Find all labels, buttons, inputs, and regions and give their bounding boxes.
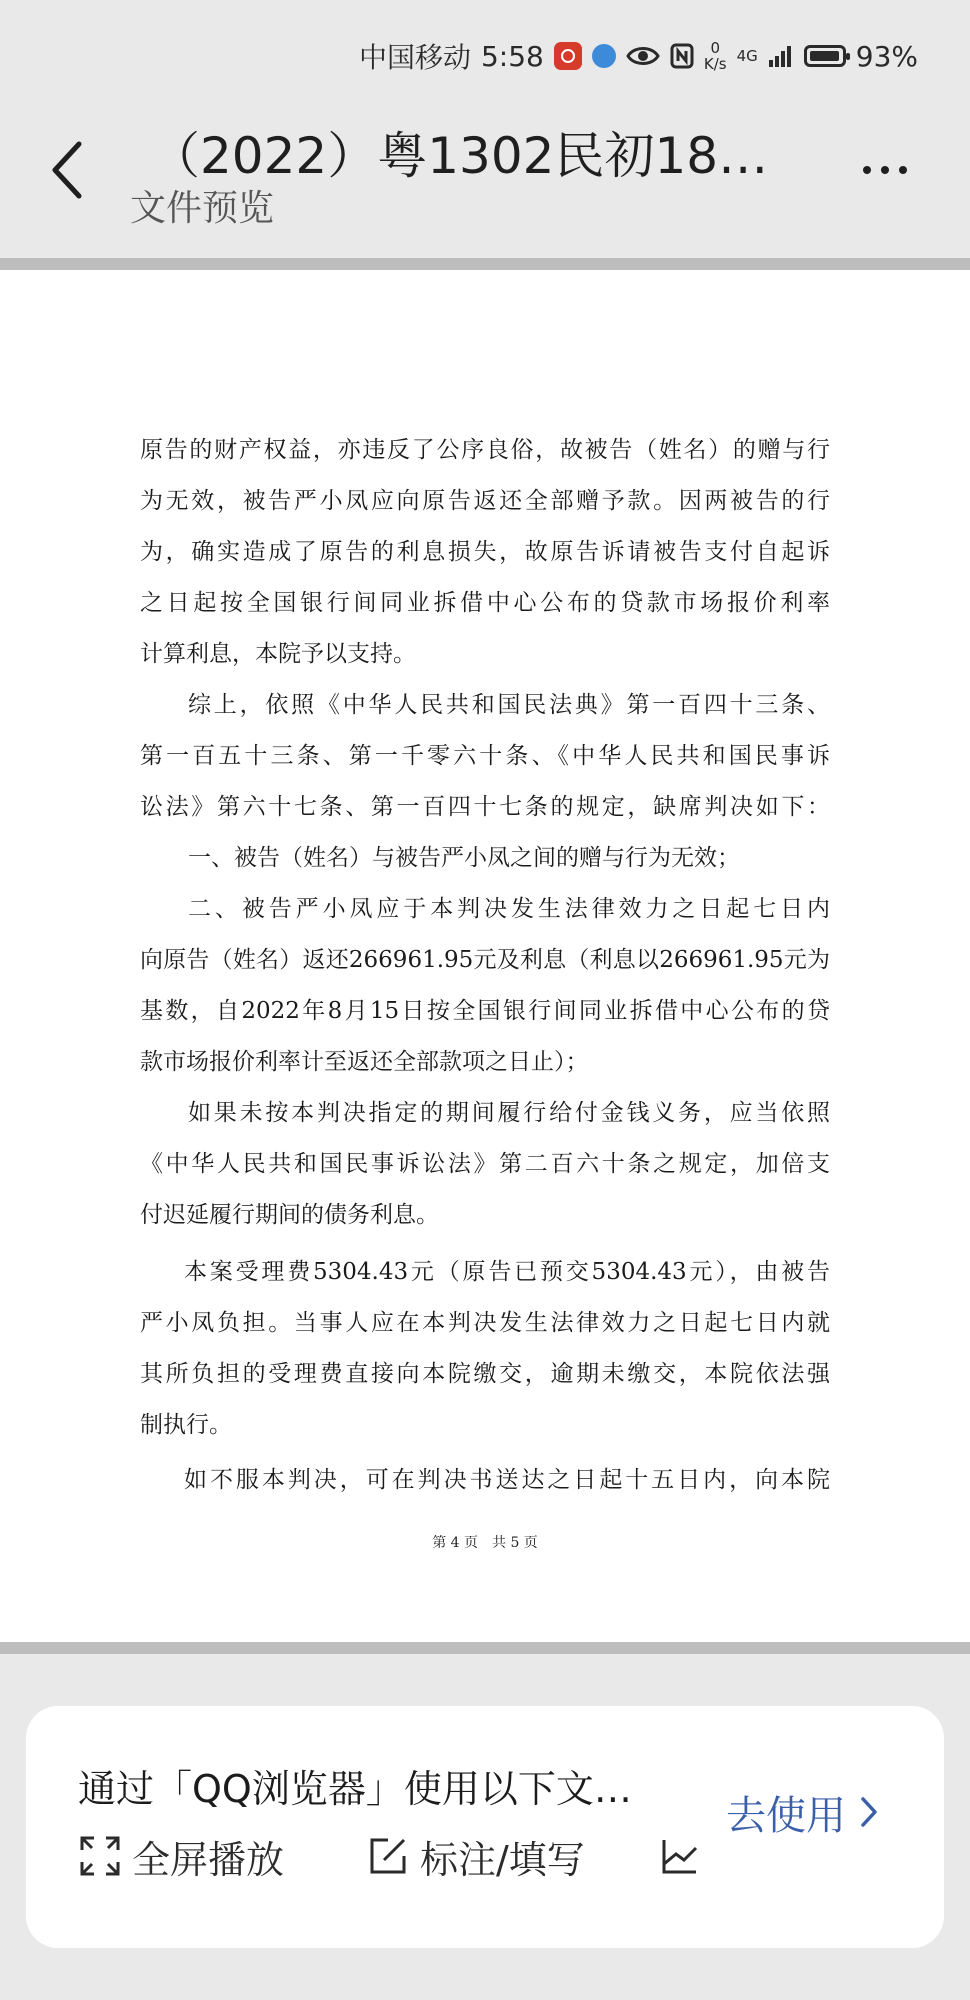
chart-action[interactable] — [660, 1826, 710, 1886]
document-title: （2022）粤1302民初18… — [150, 127, 769, 185]
doc-line: 二、被告严小凤应于本判决发生法律效力之日起七日内 — [188, 896, 830, 922]
more-options-button[interactable] — [850, 150, 920, 190]
edit-icon — [366, 1834, 410, 1878]
status-bar — [0, 0, 970, 110]
doc-line: 原告的财产权益，亦违反了公序良俗，故被告（姓名）的赠与行 — [140, 437, 830, 463]
doc-line: 之日起按全国银行间同业拆借中心公布的贷款市场报价利率 — [140, 590, 830, 616]
doc-line: 为，确实造成了原告的利息损失，故原告诉请被告支付自起诉 — [140, 539, 830, 565]
battery-level: 93% — [855, 39, 918, 73]
chevron-right-icon — [860, 1796, 878, 1828]
doc-line: 计算利息，本院予以支持。 — [140, 641, 416, 667]
doc-line: 一、被告（姓名）与被告严小凤之间的赠与行为无效； — [188, 845, 740, 871]
browser-notification-icon — [592, 44, 616, 68]
eye-icon — [626, 44, 660, 68]
open-with-card[interactable] — [26, 1706, 944, 1948]
battery-icon — [804, 45, 846, 67]
document-page[interactable] — [0, 270, 970, 1642]
doc-line: 如不服本判决，可在判决书送达之日起十五日内，向本院 — [184, 1467, 830, 1493]
network-type: 4G — [736, 47, 758, 65]
chevron-left-icon — [49, 140, 83, 200]
go-use-label: 去使用 — [726, 1792, 846, 1839]
divider — [0, 258, 970, 270]
card-title: 通过「QQ浏览器」使用以下文… — [78, 1767, 632, 1811]
doc-line: 向原告（姓名）返还266961.95元及利息（利息以266961.95元为 — [140, 947, 830, 973]
annotate-label: 标注/填写 — [420, 1837, 585, 1882]
divider — [0, 1642, 970, 1654]
doc-line: 其所负担的受理费直接向本院缴交，逾期未缴交，本院依法强 — [140, 1361, 830, 1387]
doc-line: 基数，自2022年8月15日按全国银行间同业拆借中心公布的贷 — [140, 998, 830, 1024]
net-speed-unit: K/s — [703, 55, 727, 73]
net-speed — [704, 40, 727, 72]
doc-line: 综上，依照《中华人民共和国民法典》第一百四十三条、 — [188, 692, 830, 718]
page-subtitle: 文件预览 — [130, 188, 275, 229]
doc-line: 为无效，被告严小凤应向原告返还全部赠予款。因两被告的行 — [140, 488, 830, 514]
doc-line: 第一百五十三条、第一千零六十条、《中华人民共和国民事诉 — [140, 743, 830, 769]
doc-line: 严小凤负担。当事人应在本判决发生法律效力之日起七日内就 — [140, 1310, 830, 1336]
fullscreen-icon — [78, 1834, 122, 1878]
nfc-icon — [670, 43, 694, 69]
chart-icon — [660, 1836, 700, 1876]
doc-line: 款市场报价利率计至返还全部款项之日止）； — [140, 1049, 589, 1075]
annotate-action[interactable] — [366, 1826, 585, 1886]
app-notification-icon — [554, 42, 582, 70]
fullscreen-action[interactable] — [78, 1826, 284, 1886]
fullscreen-label: 全屏播放 — [132, 1837, 285, 1882]
dot-icon — [899, 166, 907, 174]
dot-icon — [881, 166, 889, 174]
status-indicators — [359, 36, 918, 76]
doc-line: 如果未按本判决指定的期间履行给付金钱义务，应当依照 — [188, 1100, 830, 1126]
carrier-label: 中国移动 — [358, 41, 471, 74]
back-button[interactable] — [38, 132, 94, 208]
doc-line: 制执行。 — [140, 1412, 232, 1438]
app-header — [0, 110, 970, 250]
net-speed-value: 0 — [710, 39, 720, 57]
signal-icon — [768, 44, 794, 68]
page-number: 第 4 页 共 5 页 — [432, 1535, 538, 1551]
dot-icon — [863, 166, 871, 174]
doc-line: 《中华人民共和国民事诉讼法》第二百六十条之规定，加倍支 — [140, 1151, 830, 1177]
doc-line: 本案受理费5304.43元（原告已预交5304.43元），由被告 — [184, 1259, 830, 1285]
doc-line: 付迟延履行期间的债务利息。 — [140, 1202, 439, 1228]
go-use-button[interactable] — [726, 1782, 878, 1842]
doc-line: 讼法》第六十七条、第一百四十七条的规定，缺席判决如下： — [140, 794, 830, 820]
clock: 5:58 — [480, 39, 544, 73]
